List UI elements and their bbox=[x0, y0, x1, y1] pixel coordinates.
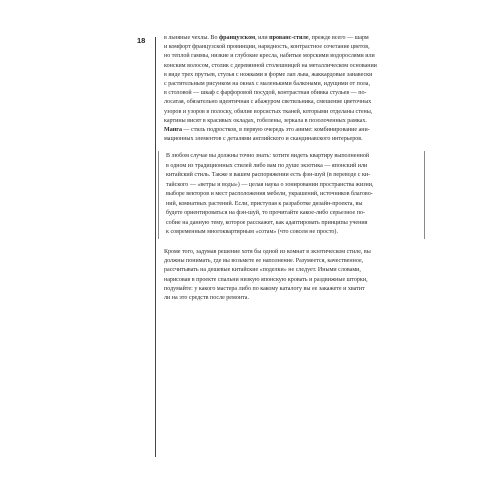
text-line: лосатая, обязательно идентичная с абажуром светильника, смешение цветочных bbox=[164, 99, 372, 106]
text-line: должны понимать, где вы возьмете ее наполнение. Разумеется, качественное, bbox=[164, 258, 364, 265]
margin-rule bbox=[155, 37, 156, 457]
text-line: в льняные чехлы. Во французском, или прованс-стиле, прежде всего — шарм bbox=[164, 35, 369, 41]
text-line: собие на данную тему, которое расскажет, как адаптировать принципы учения bbox=[166, 219, 368, 226]
text-line: с растительным рисунком на окнах с маленькими балконами, идущими от пола, bbox=[164, 81, 370, 88]
text-line: нарисовав в проекте спальни низкую японскую кровать и раздвижные шторки, bbox=[164, 276, 368, 283]
text-line: будете ориентироваться на фэн-шуй, то прочитайте какое-либо серьезное по- bbox=[166, 210, 365, 217]
text-line: выборе векторов и мест расположения мебели, украшений, источников благово- bbox=[166, 191, 373, 198]
text-line: ли на это средств после ремонта. bbox=[164, 294, 249, 301]
text-line: конским волосом, столик с деревянной столешницей на металлическом основании bbox=[164, 62, 377, 69]
intro-paragraphs bbox=[164, 34, 414, 144]
highlighted-paragraph bbox=[158, 151, 425, 239]
text-line: ний, комнатных растений. Если, приступая к разработке дизайн-проекта, вы bbox=[166, 200, 363, 207]
body-text-column bbox=[164, 34, 414, 303]
bold-term: Манга bbox=[164, 127, 182, 134]
text-line: в одном из традиционных стилей либо вам по душе экзотика — японский или bbox=[166, 162, 368, 169]
text-line: подумайте: у какого мастера либо по какому каталогу вы ее закажете и хватит bbox=[164, 285, 365, 292]
text-line: в виде трех прутьев, стулья с ножками в форме лап льва, жаккардовые занавески bbox=[164, 71, 373, 78]
text-line: В любом случае вы должны точно знать: хотите видеть квартиру выполненной bbox=[166, 153, 370, 160]
text-line: узоров и узоров в полоску, обилие ворсистых тканей, которыми отделаны стены, bbox=[164, 108, 373, 115]
text-line: но теплой гаммы, низкие и глубокие кресла, набитые морскими водорослями или bbox=[164, 53, 375, 60]
page-number: 18 bbox=[137, 36, 146, 45]
text-line: Кроме того, задумав решение хотя бы одной из комнат в экзотическом стиле, вы bbox=[164, 248, 371, 255]
text-line: Манга — стиль подростков, в первую очередь это аниме: комбинирование ани- bbox=[164, 127, 370, 134]
bold-term: прованс-стиле bbox=[269, 35, 309, 41]
text-line: в столовой — шкаф с фарфоровой посудой, контрастная обивка стульев — по- bbox=[164, 90, 367, 97]
text-line: китайский стиль. Также в вашем распоряжении есть фэн-шуй (в переводе с ки- bbox=[166, 172, 371, 179]
text-line: рассчитывать на дешевые китайские «поделки» не следует. Иными словами, bbox=[164, 267, 361, 274]
text-line: картины висят в красивых окладах, гобелены, зеркала в позолоченных рамках. bbox=[164, 117, 367, 124]
text-line: тайского — «ветры и воды») — целая наука о зонировании пространства жизни, bbox=[166, 181, 374, 188]
text-line: и комфорт французской провинции, нарядность, контрастное сочетание цветов, bbox=[164, 44, 370, 51]
text-line: к современным многоквартирным «сотам» (что совсем не просто). bbox=[166, 229, 338, 236]
bold-term: французском bbox=[219, 35, 256, 41]
text-line: мационных элементов с деталями английского и скандинавского интерьеров. bbox=[164, 136, 363, 143]
closing-paragraph bbox=[164, 248, 414, 303]
